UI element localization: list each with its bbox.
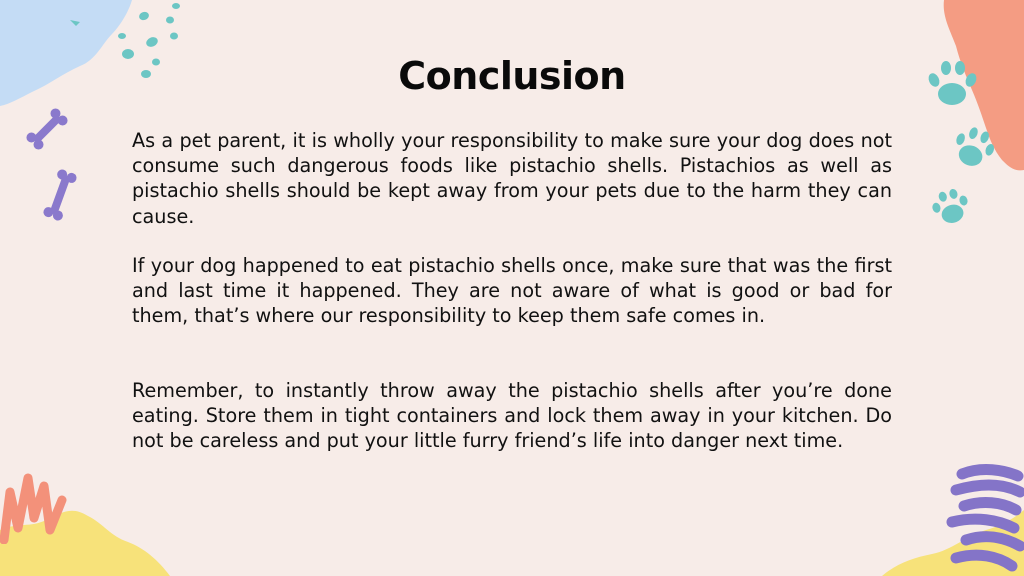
slide-title: Conclusion [398,54,626,98]
paragraph-first-and-last-time: If your dog happened to eat pistachio shells once, make sure that was the first and last time it happened. They are not aware of what is good or bad for them, that’s where our responsibility to keep them safe comes in. [132,254,892,328]
paragraph-storage-advice: Remember, to instantly throw away the pistachio shells after you’re done eating. Store them in tight containers and lock them away in your kitchen. Do not be careless and put your little furry friend’s life into danger next time. [132,379,892,453]
bone-icon [22,104,72,154]
paw-print-icon [930,188,972,228]
bone-icon [38,162,82,228]
coral-scribble [0,470,70,544]
paw-print-icon [950,126,996,172]
paragraph-responsibility: As a pet parent, it is wholly your responsibility to make sure your dog does not consume such dangerous foods like pistachio shells. Pistachios as well as pistachio shells should be kept away from your pets due to the harm they can cause. [132,129,892,228]
purple-scribble [942,462,1024,576]
